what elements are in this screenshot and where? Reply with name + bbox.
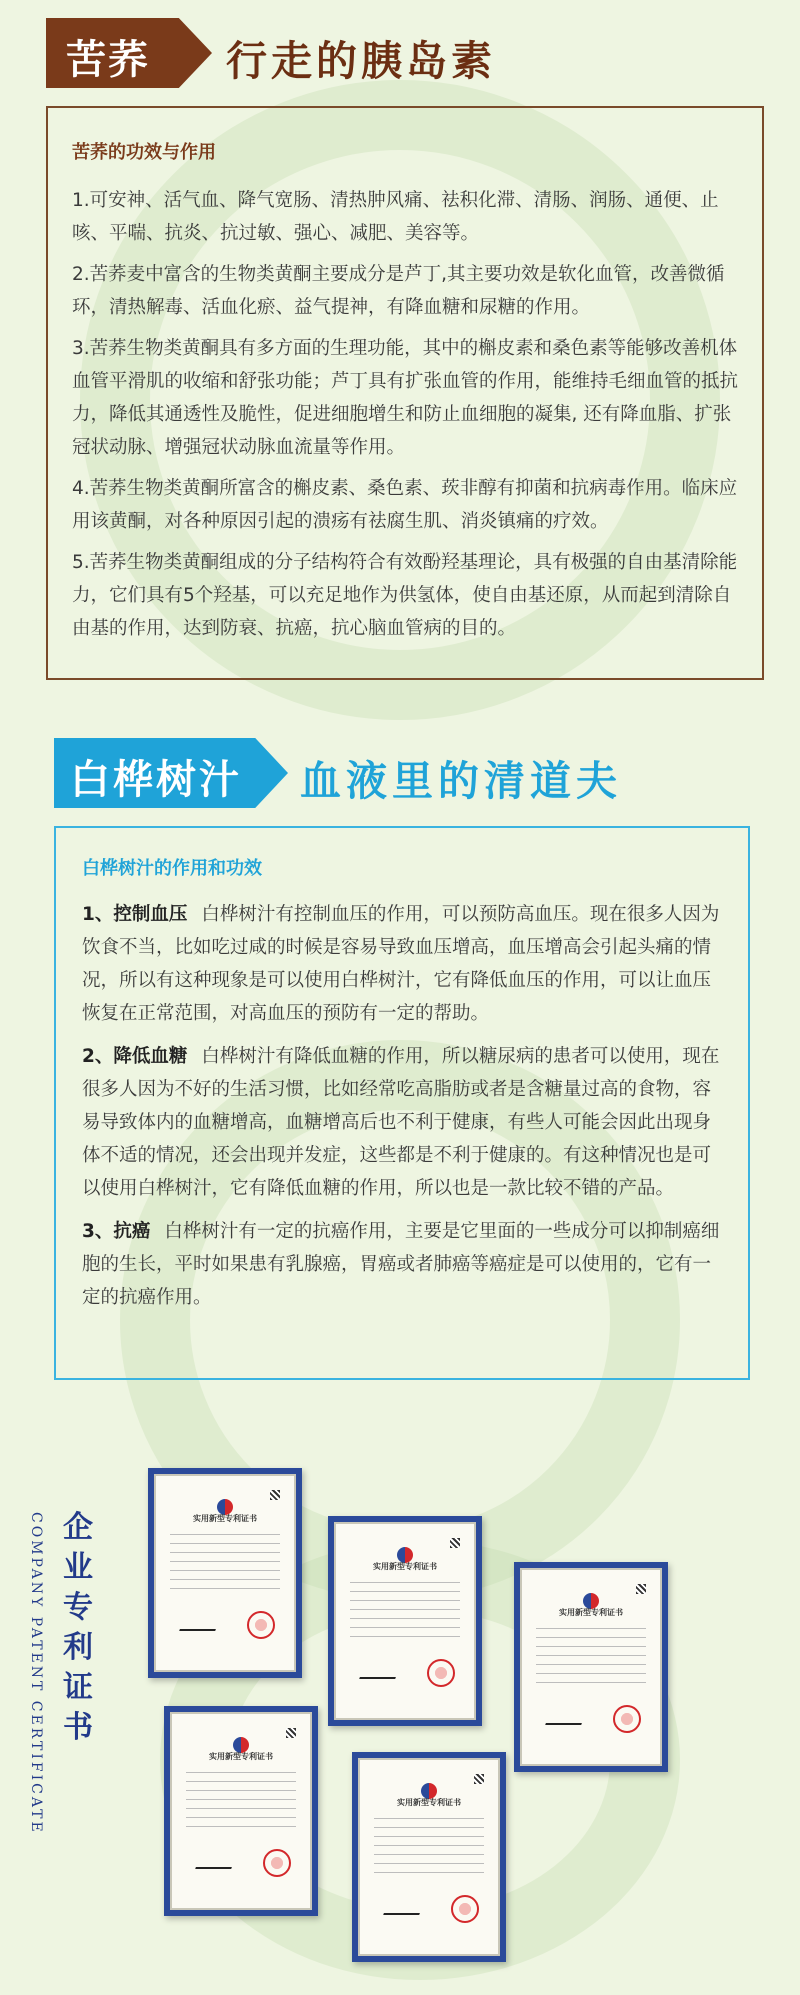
certificate-paper <box>334 1522 476 1720</box>
certificate-title: 实用新型专利证书 <box>397 1797 461 1807</box>
benefit-paragraph: 2.苦荞麦中富含的生物类黄酮主要成分是芦丁,其主要功效是软化血管，改善微循环，清热解毒、活血化瘀、益气提神，有降血糖和尿糖的作用。 <box>72 264 725 318</box>
certificate-paper <box>358 1758 500 1956</box>
benefit-item <box>82 1040 726 1205</box>
certificate-paper <box>520 1568 662 1766</box>
official-seal-icon <box>247 1611 275 1639</box>
certificate-paper <box>154 1474 296 1672</box>
qr-code-icon <box>474 1774 484 1784</box>
benefit-item <box>82 898 726 1030</box>
benefit-paragraph: 3.苦荞生物类黄酮具有多方面的生理功能，其中的槲皮素和桑色素等能够改善机体血管平滑肌的收缩和舒张功能；芦丁具有扩张血管的作用，能维持毛细血管的抵抗力，降低其通透性及脆性，促进细胞增生和防止血细胞的凝集, 还有降血脂、扩张冠状动脉、增强冠状动脉血流量等作用。 <box>72 338 739 458</box>
patent-certificate <box>164 1706 318 1916</box>
signature <box>195 1859 235 1869</box>
benefit-item-lead: 3、抗癌 <box>82 1221 151 1242</box>
benefit-paragraph: 1.可安神、活气血、降气宽肠、清热肿风痛、祛积化滞、清肠、润肠、通便、止咳、平喘、抗炎、抗过敏、强心、减肥、美容等。 <box>72 190 719 244</box>
certificate-text-lines <box>170 1534 280 1592</box>
signature <box>383 1905 423 1915</box>
official-seal-icon <box>613 1705 641 1733</box>
certificate-title: 实用新型专利证书 <box>209 1751 273 1761</box>
signature <box>359 1669 399 1679</box>
section-tag-label: 白桦树汁 <box>70 756 242 803</box>
benefit-item <box>82 1215 726 1314</box>
patent-title-english: COMPANY PATENT CERTIFICATE <box>28 1512 44 1835</box>
certificate-text-lines <box>374 1818 484 1876</box>
patent-certificate <box>148 1468 302 1678</box>
signature <box>179 1621 219 1631</box>
section-subtitle: 行走的胰岛素 <box>226 37 496 85</box>
patent-title: 企业专利证书 <box>63 1510 93 1745</box>
benefit-item-text: 白桦树汁有控制血压的作用，可以预防高血压。现在很多人因为饮食不当，比如吃过咸的时候是容易导致血压增高，血压增高会引起头痛的情况，所以有这种现象是可以使用白桦树汁，它有降低血压的作用，可以让血压恢复在正常范围，对高血压的预防有一定的帮助。 <box>82 904 720 1024</box>
benefit-item-lead: 2、降低血糖 <box>82 1046 188 1067</box>
certificate-text-lines <box>536 1628 646 1686</box>
qr-code-icon <box>636 1584 646 1594</box>
official-seal-icon <box>263 1849 291 1877</box>
certificate-text-lines <box>350 1582 460 1640</box>
qr-code-icon <box>270 1490 280 1500</box>
section-header-birch-sap <box>54 738 754 808</box>
certificate-title: 实用新型专利证书 <box>559 1607 623 1617</box>
buckwheat-benefits-box <box>46 106 764 680</box>
birch-sap-benefits-box <box>54 826 750 1380</box>
benefit-item-text: 白桦树汁有一定的抗癌作用，主要是它里面的一些成分可以抑制癌细胞的生长，平时如果患有乳腺癌，胃癌或者肺癌等癌症是可以使用的，它有一定的抗癌作用。 <box>82 1221 720 1308</box>
certificate-title: 实用新型专利证书 <box>193 1513 257 1523</box>
signature <box>545 1715 585 1725</box>
certificate-text-lines <box>186 1772 296 1830</box>
benefit-paragraph: 4.苦荞生物类黄酮所富含的槲皮素、桑色素、莰非醇有抑菌和抗病毒作用。临床应用该黄酮，对各种原因引起的溃疡有祛腐生肌、消炎镇痛的疗效。 <box>72 478 738 532</box>
box-title: 苦荞的功效与作用 <box>72 142 216 163</box>
benefit-paragraph: 5.苦荞生物类黄酮组成的分子结构符合有效酚羟基理论，具有极强的自由基清除能力，它们具有5个羟基，可以充足地作为供氢体，使自由基还原，从而起到清除自由基的作用，达到防衰、抗癌，抗心脑血管病的目的。 <box>72 552 738 639</box>
qr-code-icon <box>450 1538 460 1548</box>
section-header-buckwheat <box>46 18 746 88</box>
patent-certificate <box>352 1752 506 1962</box>
qr-code-icon <box>286 1728 296 1738</box>
patent-certificate <box>328 1516 482 1726</box>
official-seal-icon <box>427 1659 455 1687</box>
certificate-paper <box>170 1712 312 1910</box>
benefit-item-text: 白桦树汁有降低血糖的作用，所以糖尿病的患者可以使用，现在很多人因为不好的生活习惯，比如经常吃高脂肪或者是含糖量过高的食物，容易导致体内的血糖增高，血糖增高后也不利于健康，有些人可能会因此出现身体不适的情况，还会出现并发症，这些都是不利于健康的。有这种情况也是可以使用白桦树汁，它有降低血糖的作用，所以也是一款比较不错的产品。 <box>82 1046 720 1199</box>
official-seal-icon <box>451 1895 479 1923</box>
section-tag-label: 苦荞 <box>66 36 150 83</box>
certificate-title: 实用新型专利证书 <box>373 1561 437 1571</box>
section-subtitle: 血液里的清道夫 <box>300 757 622 805</box>
patent-certificate <box>514 1562 668 1772</box>
box-title: 白桦树汁的作用和功效 <box>82 858 262 879</box>
benefit-item-lead: 1、控制血压 <box>82 904 188 925</box>
